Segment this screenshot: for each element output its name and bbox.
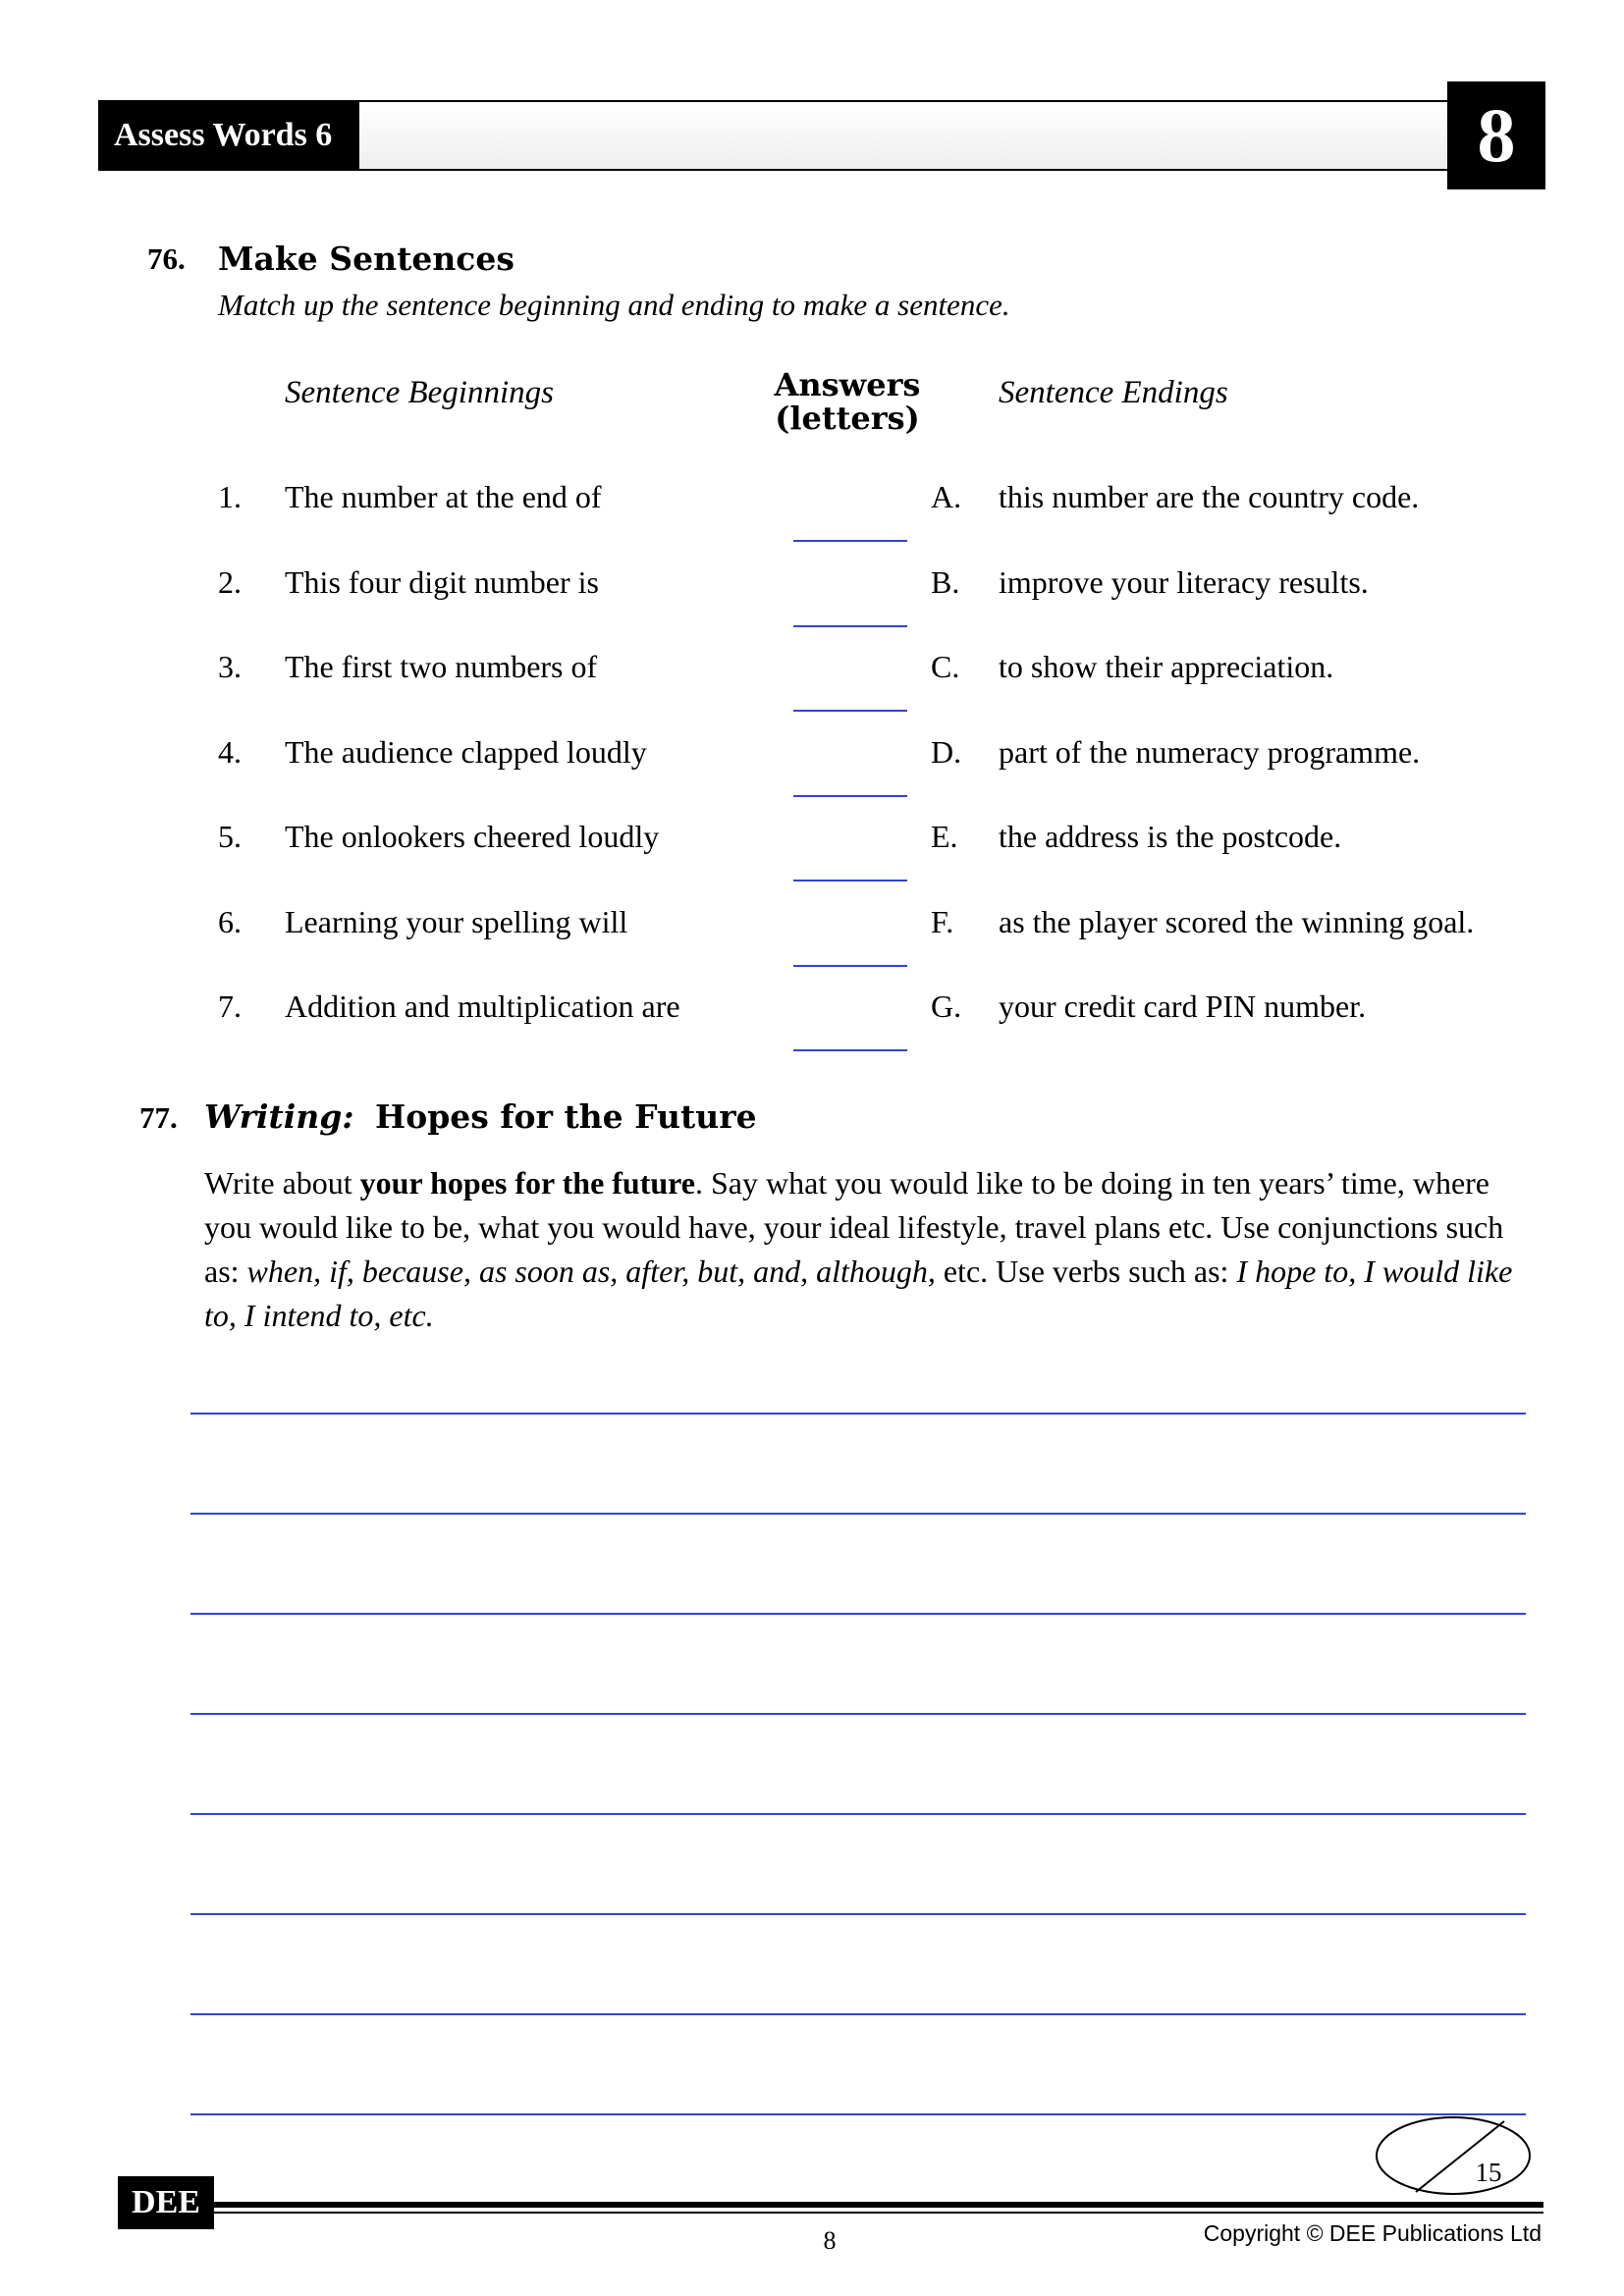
row-number: 2. — [218, 563, 242, 600]
row-number: 7. — [218, 988, 242, 1024]
ending-letter: G. — [931, 988, 962, 1024]
prompt-bold: your hopes for the future — [359, 1165, 695, 1201]
writing-line[interactable] — [190, 1613, 1526, 1615]
ending-letter: D. — [931, 733, 962, 770]
footer-rule-thin — [214, 2212, 1543, 2214]
writing-line[interactable] — [190, 2113, 1526, 2115]
writing-line[interactable] — [190, 1813, 1526, 1815]
column-header-beginnings: Sentence Beginnings — [285, 375, 554, 410]
answer-blank[interactable] — [793, 625, 907, 627]
question-76-number: 76. — [147, 241, 186, 276]
page-number: 8 — [823, 2226, 837, 2255]
answer-blank[interactable] — [793, 540, 907, 542]
question-77-title: Hopes for the Future — [375, 1097, 757, 1136]
prompt-conjunctions: when, if, because, as soon as, after, but, and, although, — [246, 1254, 936, 1289]
header-title: Assess Words 6 — [98, 100, 359, 171]
sentence-beginning: This four digit number is — [285, 563, 599, 600]
sentence-beginning: The number at the end of — [285, 479, 602, 514]
writing-line[interactable] — [190, 1713, 1526, 1715]
question-77-heading — [204, 1097, 757, 1136]
ending-letter: E. — [931, 819, 958, 854]
prompt-text-2: . Say what you would like to be doing in ten years’ time, where you would like to be, what you would have, your ideal lifestyle, travel plans etc. Use conjunctions such as: — [204, 1165, 1504, 1289]
page-badge: 8 — [1447, 81, 1545, 189]
sentence-ending: your credit card PIN number. — [999, 988, 1367, 1024]
sentence-ending: to show their appreciation. — [999, 649, 1334, 684]
score-oval — [1375, 2115, 1532, 2196]
ending-letter: B. — [931, 563, 960, 600]
sentence-ending: the address is the postcode. — [999, 819, 1342, 854]
sentence-beginning: Addition and multiplication are — [285, 988, 680, 1024]
sentence-beginning: The onlookers cheered loudly — [285, 819, 660, 854]
writing-line[interactable] — [190, 2013, 1526, 2015]
row-number: 6. — [218, 903, 242, 939]
answers-header-line1: Answers — [774, 366, 921, 403]
question-77-number: 77. — [139, 1100, 178, 1135]
answer-blank[interactable] — [793, 1049, 907, 1051]
row-number: 4. — [218, 733, 242, 770]
ending-letter: A. — [931, 479, 962, 514]
writing-line[interactable] — [190, 1413, 1526, 1415]
answer-blank[interactable] — [793, 710, 907, 712]
ending-letter: C. — [931, 649, 960, 684]
question-76-instruction: Match up the sentence beginning and ending to make a sentence. — [218, 288, 1010, 322]
answers-header-line2: (letters) — [775, 400, 920, 437]
sentence-ending: this number are the country code. — [999, 479, 1420, 514]
column-header-endings: Sentence Endings — [999, 375, 1228, 410]
sentence-beginning: Learning your spelling will — [285, 903, 628, 939]
prompt-text-3: etc. Use verbs such as: — [935, 1254, 1237, 1289]
row-number: 3. — [218, 649, 242, 684]
copyright: Copyright © DEE Publications Ltd — [1203, 2220, 1542, 2246]
prompt-verbs: I hope to, I would like to, I intend to, etc. — [204, 1254, 1513, 1333]
sentence-ending: part of the numeracy programme. — [999, 733, 1421, 770]
ending-letter: F. — [931, 903, 954, 939]
prompt-text-1: Write about — [204, 1165, 360, 1201]
answer-blank[interactable] — [793, 795, 907, 797]
score-total: 15 — [1475, 2158, 1502, 2187]
question-77-label: Writing: — [204, 1097, 354, 1136]
score-oval-outline — [1377, 2117, 1530, 2194]
sentence-ending: improve your literacy results. — [999, 563, 1369, 600]
answer-blank[interactable] — [793, 965, 907, 967]
row-number: 1. — [218, 479, 242, 514]
sentence-beginning: The first two numbers of — [285, 649, 598, 684]
writing-line[interactable] — [190, 1913, 1526, 1915]
footer-rule-thick — [214, 2202, 1543, 2208]
answer-blank[interactable] — [793, 880, 907, 881]
column-header-answers — [774, 368, 921, 435]
sentence-beginning: The audience clapped loudly — [285, 733, 647, 770]
publisher-logo: DEE — [118, 2176, 214, 2229]
row-number: 5. — [218, 819, 242, 854]
sentence-ending: as the player scored the winning goal. — [999, 903, 1475, 939]
question-76-title: Make Sentences — [218, 240, 514, 278]
question-77-prompt — [204, 1161, 1530, 1338]
writing-line[interactable] — [190, 1513, 1526, 1515]
